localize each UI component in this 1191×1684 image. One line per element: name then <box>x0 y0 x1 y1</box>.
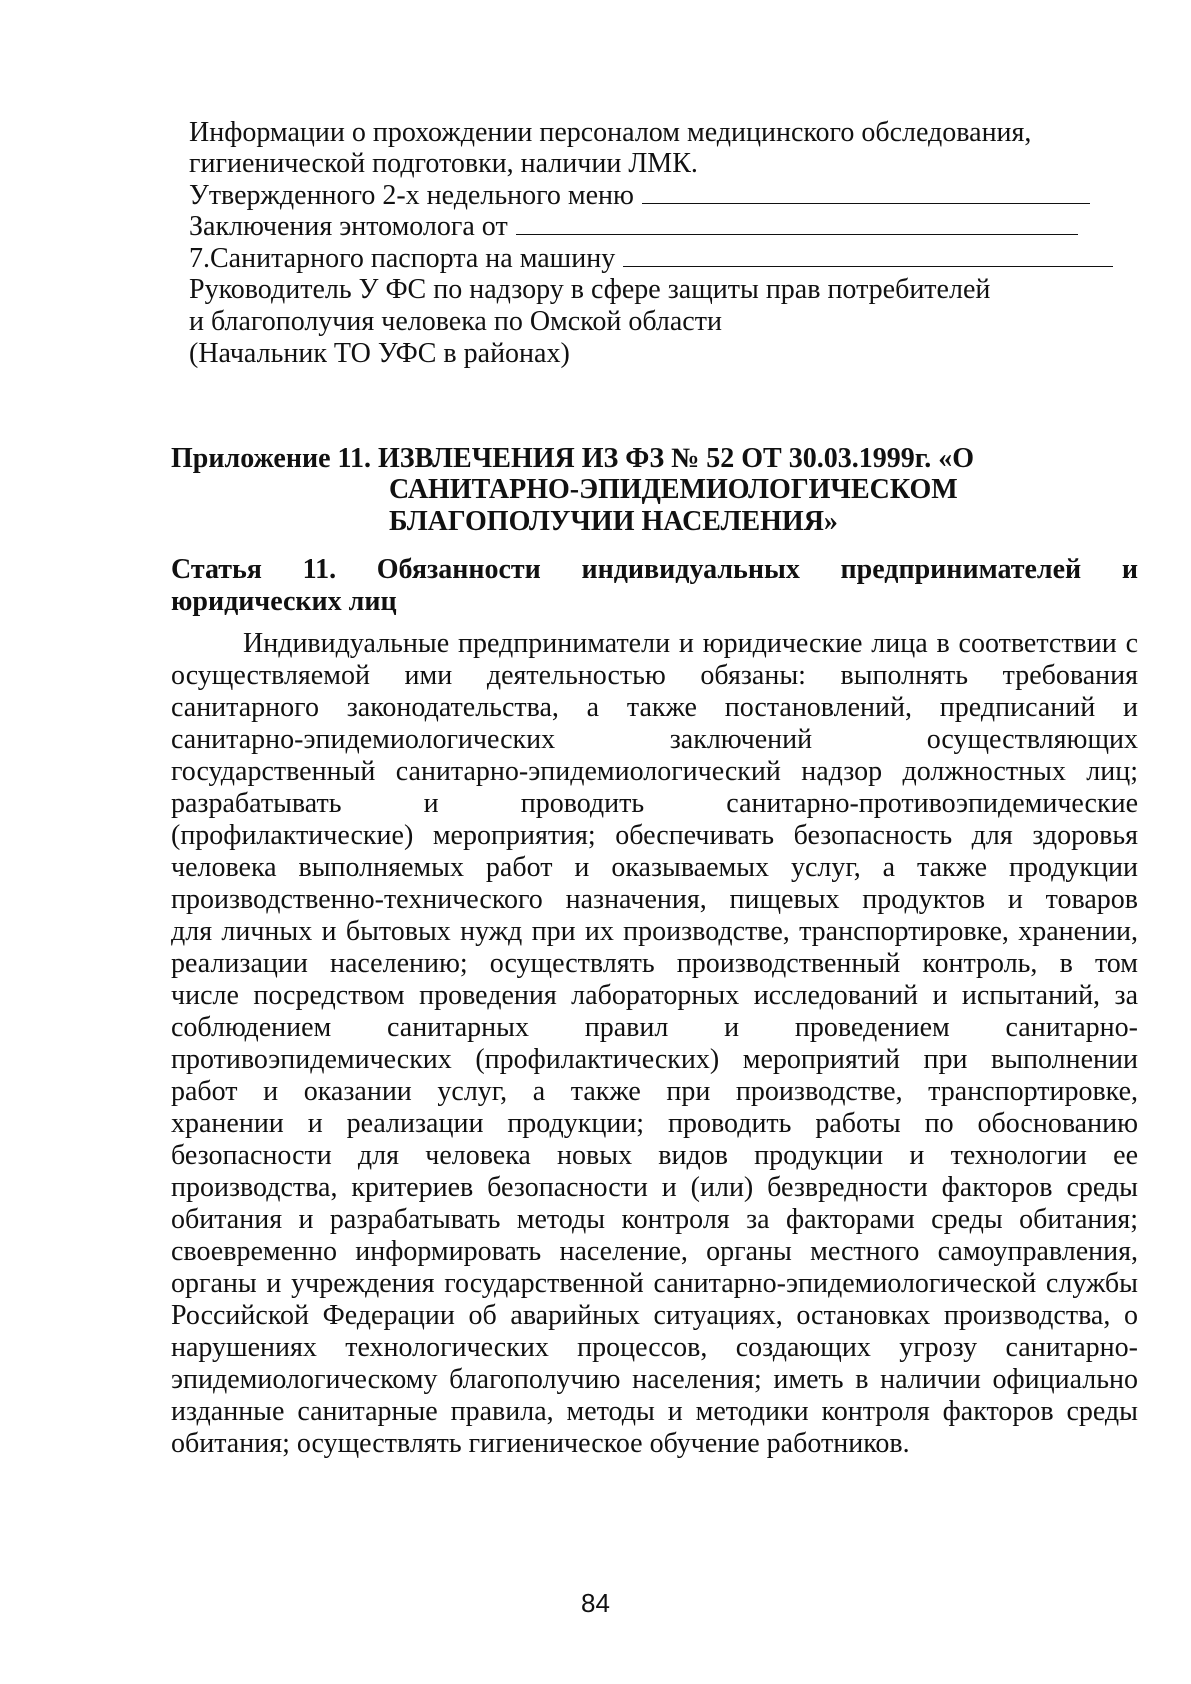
checklist-line: гигиенической подготовки, наличии ЛМК. <box>189 148 698 179</box>
paragraph-line: своевременно информировать население, органы местного самоуправления, <box>171 1236 1138 1267</box>
fill-in-blank <box>623 244 1113 267</box>
paragraph-line: нарушениях технологических процессов, создающих угрозу санитарно- <box>171 1332 1138 1363</box>
paragraph-line: (профилактические) мероприятия; обеспечивать безопасность для здоровья <box>171 820 1138 851</box>
paragraph-line: изданные санитарные правила, методы и методики контроля факторов среды <box>171 1396 1138 1427</box>
checklist-line: 7.Санитарного паспорта на машину <box>189 243 1113 275</box>
paragraph-line: для личных и бытовых нужд при их производстве, транспортировке, хранении, <box>171 916 1138 947</box>
paragraph-line: обитания и разрабатывать методы контроля за факторами среды обитания; <box>171 1204 1138 1235</box>
checklist-line: Утвержденного 2-х недельного меню <box>189 180 1090 212</box>
paragraph-line: обитания; осуществлять гигиеническое обучение работников. <box>171 1428 910 1459</box>
paragraph-line: реализации населению; осуществлять производственный контроль, в том <box>171 948 1138 979</box>
paragraph-line: безопасности для человека новых видов продукции и технологии ее <box>171 1140 1138 1171</box>
paragraph-line: санитарного законодательства, а также постановлений, предписаний и <box>171 692 1138 723</box>
paragraph-line: разрабатывать и проводить санитарно-противоэпидемические <box>171 788 1138 819</box>
paragraph-line: противоэпидемических (профилактических) мероприятий при выполнении <box>171 1044 1138 1075</box>
paragraph-line: Индивидуальные предприниматели и юридические лица в соответствии с <box>243 628 1138 659</box>
paragraph-line: органы и учреждения государственной санитарно-эпидемиологической службы <box>171 1268 1138 1299</box>
paragraph-line: работ и оказании услуг, а также при производстве, транспортировке, <box>171 1076 1138 1107</box>
signature-title-line: Руководитель У ФС по надзору в сфере защиты прав потребителей <box>189 274 991 305</box>
paragraph-line: человека выполняемых работ и оказываемых услуг, а также продукции <box>171 852 1138 883</box>
paragraph-line: числе посредством проведения лабораторных исследований и испытаний, за <box>171 980 1138 1011</box>
checklist-line: Информации о прохождении персоналом медицинского обследования, <box>189 117 1032 148</box>
fill-in-blank <box>642 181 1090 204</box>
paragraph-line: осуществляемой ими деятельностью обязаны: выполнять требования <box>171 660 1138 691</box>
paragraph-line: Российской Федерации об аварийных ситуациях, остановках производства, о <box>171 1300 1138 1331</box>
paragraph-line: санитарно-эпидемиологических заключений осуществляющих <box>171 724 1138 755</box>
signature-title-line: и благополучия человека по Омской области <box>189 306 722 337</box>
paragraph-line: эпидемиологическому благополучию населения; иметь в наличии официально <box>171 1364 1138 1395</box>
paragraph-line: производства, критериев безопасности и (или) безвредности факторов среды <box>171 1172 1138 1203</box>
fill-in-blank <box>516 212 1078 235</box>
appendix-heading-line: Приложение 11. ИЗВЛЕЧЕНИЯ ИЗ ФЗ № 52 ОТ 30.03.1999г. «О <box>171 443 975 474</box>
paragraph-line: государственный санитарно-эпидемиологический надзор должностных лиц; <box>171 756 1138 787</box>
page-number: 84 <box>581 1588 610 1618</box>
signature-title-line: (Начальник ТО УФС в районах) <box>189 338 570 369</box>
paragraph-line: соблюдением санитарных правил и проведением санитарно- <box>171 1012 1138 1043</box>
article-heading-line: юридических лиц <box>171 586 397 617</box>
paragraph-line: хранении и реализации продукции; проводить работы по обоснованию <box>171 1108 1138 1139</box>
paragraph-line: производственно-технического назначения, пищевых продуктов и товаров <box>171 884 1138 915</box>
article-heading-line: Статья 11. Обязанности индивидуальных предпринимателей и <box>171 554 1138 585</box>
checklist-line: Заключения энтомолога от <box>189 211 1078 243</box>
appendix-heading-line: САНИТАРНО-ЭПИДЕМИОЛОГИЧЕСКОМ <box>389 474 958 505</box>
appendix-heading-line: БЛАГОПОЛУЧИИ НАСЕЛЕНИЯ» <box>389 506 838 537</box>
